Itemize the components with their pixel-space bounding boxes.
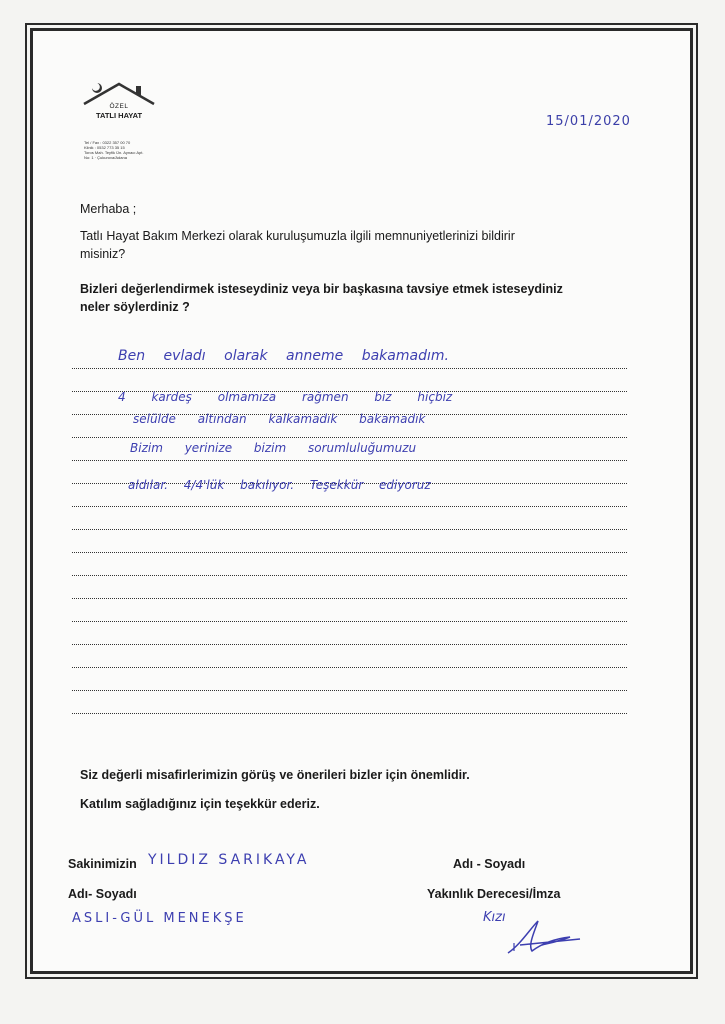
form-frame	[30, 28, 693, 974]
signature-handwritten	[500, 915, 590, 960]
question1-line1: Tatlı Hayat Bakım Merkezi olarak kuruluşumuzla ilgili memnuniyetlerinizi bildirir	[80, 229, 515, 243]
logo-contact-line: No: 1 · Çukurova/Adana	[84, 155, 127, 160]
answer-line	[72, 460, 627, 461]
logo-name-text: TATLI HAYAT	[95, 111, 143, 120]
handwritten-answer-line: Bizim yerinize bizim sorumluluğumuzu	[130, 441, 417, 455]
handwritten-answer-line: Ben evladı olarak anneme bakamadım.	[118, 348, 449, 364]
greeting: Merhaba ;	[80, 202, 137, 216]
answer-line	[72, 621, 627, 622]
logo-contact-line: Tel / Fax : 0322 357 00 70	[84, 140, 131, 145]
answer-line	[72, 529, 627, 530]
answer-line	[72, 690, 627, 691]
answer-line	[72, 368, 627, 369]
answer-line	[72, 667, 627, 668]
closing-note-1: Siz değerli misafirlerimizin görüş ve önerileri bizler için önemlidir.	[80, 768, 470, 782]
answer-line	[72, 506, 627, 507]
right-name-label: Adı - Soyadı	[453, 857, 526, 871]
question1-line2: misiniz?	[80, 247, 126, 261]
date-handwritten: 15/01/2020	[546, 114, 631, 129]
answer-line	[72, 598, 627, 599]
logo-ozel-text: ÖZEL	[109, 103, 129, 110]
logo-contact-line: Klinik : 0532 773 35 15	[84, 145, 125, 150]
handwritten-answer-line: 4 kardeş olmamıza rağmen biz hiçbiz	[118, 390, 453, 404]
question2-line2: neler söylerdiniz ?	[80, 300, 190, 314]
relative-name-handwritten: ASLI-GÜL MENEKŞE	[72, 911, 247, 926]
answer-line	[72, 437, 627, 438]
closing-note-2: Katılım sağladığınız için teşekkür ederiz.	[80, 797, 320, 811]
handwritten-answer-line: selülde altından kalkamadık bakamadık	[133, 412, 426, 426]
relation-handwritten: Kızı	[483, 910, 506, 925]
handwritten-answer-line: aldılar. 4/4'lük bakılıyor. Teşekkür ediyoruz	[128, 478, 431, 492]
resident-name-label: Adı- Soyadı	[68, 887, 137, 901]
logo-contact-line: Toros Mah. Teyfik Ün. Aynacı Apt.	[84, 150, 144, 155]
resident-name-handwritten: YILDIZ SARIKAYA	[148, 852, 310, 868]
relation-label: Yakınlık Derecesi/İmza	[427, 887, 561, 901]
answer-line	[72, 575, 627, 576]
answer-line	[72, 644, 627, 645]
question2-line1: Bizleri değerlendirmek isteseydiniz veya bir başkasına tavsiye etmek isteseydiniz	[80, 282, 563, 296]
resident-label: Sakinimizin	[68, 857, 137, 871]
answer-line	[72, 713, 627, 714]
answer-line	[72, 552, 627, 553]
company-logo	[78, 78, 160, 160]
